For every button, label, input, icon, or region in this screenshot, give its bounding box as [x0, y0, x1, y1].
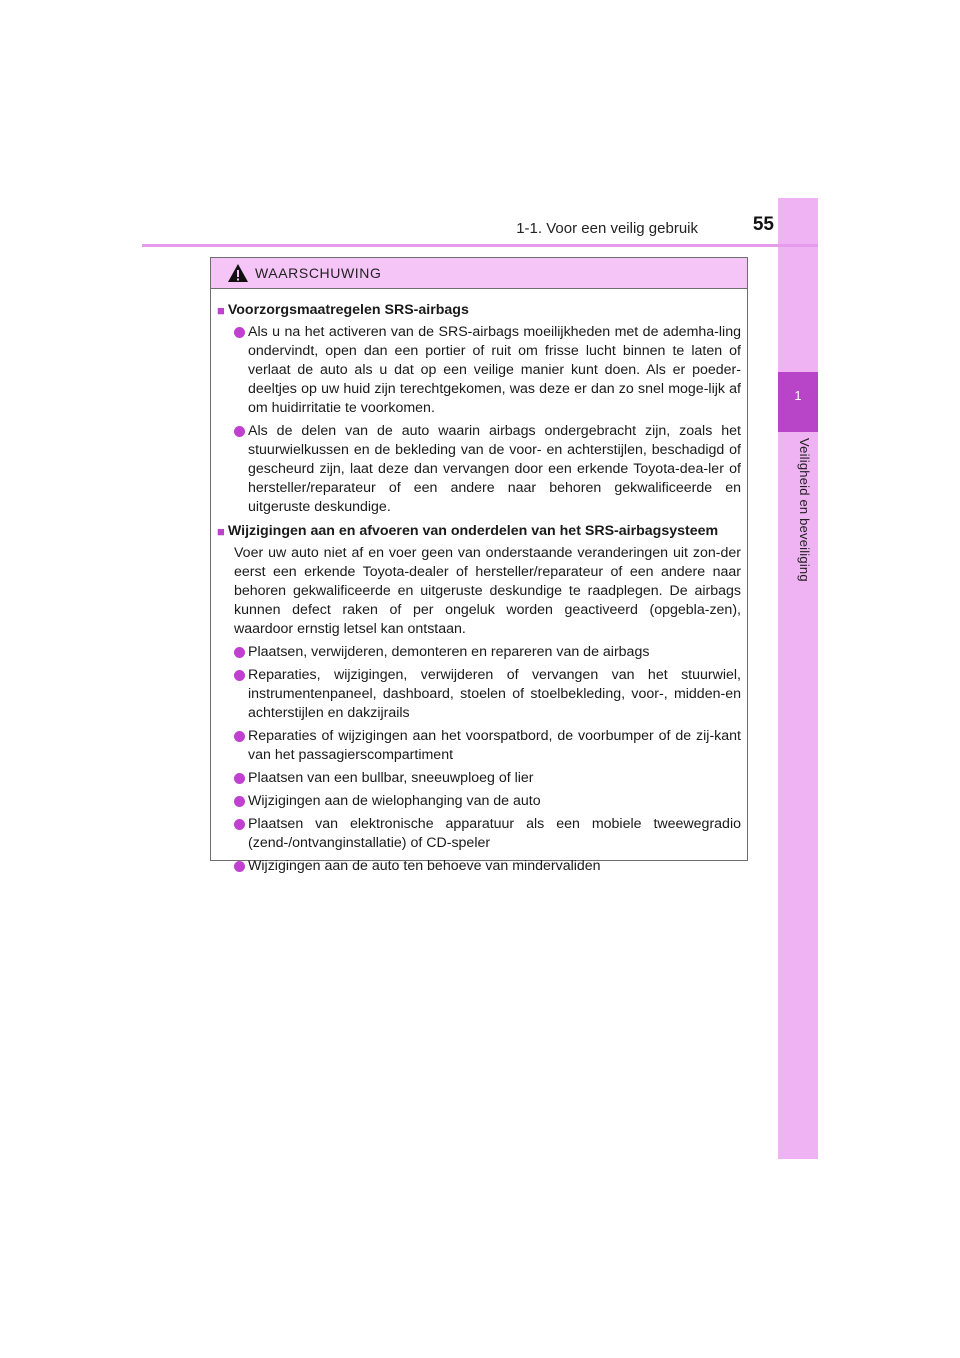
warning-header — [211, 258, 747, 289]
bullet-dot-icon — [234, 731, 245, 742]
list-item — [217, 792, 741, 811]
list-item-text: Als de delen van de auto waarin airbags ondergebracht zijn, zoals het stuurwielkussen en de bekleding van de voor- en achterstijlen, beschadigd of gescheurd zijn, laat deze dan vervangen door een erkende Toyota-dea-ler of hersteller/reparateur of een andere naar behoren gekwalificeerde en uitgeruste deskundige. — [248, 423, 741, 515]
list-item-text: Wijzigingen aan de wielophanging van de auto — [248, 793, 541, 809]
list-item — [217, 666, 741, 723]
warning-body — [211, 289, 747, 876]
square-bullet-icon: ■ — [217, 524, 225, 539]
warning-triangle-icon — [227, 263, 249, 283]
list-item — [217, 323, 741, 418]
bullet-dot-icon — [234, 773, 245, 784]
bullet-dot-icon — [234, 647, 245, 658]
bullet-dot-icon — [234, 796, 245, 807]
chapter-label: Veiligheid en beveiliging — [797, 438, 812, 582]
section-heading-text: Wijzigingen aan en afvoeren van onderdelen van het SRS-airbagsysteem — [227, 523, 719, 539]
list-item-text: Plaatsen van een bullbar, sneeuwploeg of lier — [248, 770, 534, 786]
bullet-dot-icon — [234, 819, 245, 830]
list-item — [217, 727, 741, 765]
header-rule — [142, 244, 818, 247]
square-bullet-icon: ■ — [217, 303, 225, 318]
list-item-text: Wijzigingen aan de auto ten behoeve van mindervaliden — [248, 858, 601, 874]
page-number: 55 — [752, 214, 774, 235]
list-item-text: Reparaties, wijzigingen, verwijderen of vervangen van het stuurwiel, instrumentenpaneel, dashboard, stoelen of stoelbekleding, voor-, midden-en achterstijlen en dakzijrails — [248, 667, 741, 721]
bullet-dot-icon — [234, 327, 245, 338]
list-item — [217, 769, 741, 788]
bullet-dot-icon — [234, 426, 245, 437]
list-item — [217, 815, 741, 853]
section-title: 1-1. Voor een veilig gebruik — [516, 220, 698, 237]
list-item — [217, 857, 741, 876]
section-heading-text: Voorzorgsmaatregelen SRS-airbags — [227, 302, 469, 318]
chapter-number: 1 — [794, 388, 802, 403]
bullet-dot-icon — [234, 670, 245, 681]
list-item-text: Als u na het activeren van de SRS-airbags moeilijkheden met de ademha-ling ondervindt, open dan een portier of ruit om frisse lucht binnen te laten of verlaat de auto als u dat op een veilige manier kunt doen. Als er poeder-deeltjes op uw huid zijn terechtgekomen, was deze er dan zo snel moge-lijk af om huidirritatie te voorkomen. — [248, 324, 741, 416]
list-item-text: Reparaties of wijzigingen aan het voorspatbord, de voorbumper of de zij-kant van het passagierscompartiment — [248, 728, 741, 763]
bullet-dot-icon — [234, 861, 245, 872]
list-item-text: Plaatsen, verwijderen, demonteren en repareren van de airbags — [248, 644, 650, 660]
section-paragraph: Voer uw auto niet af en voer geen van onderstaande veranderingen uit zon-der eerst een erkende Toyota-dealer of hersteller/reparateur of een andere naar behoren gekwalificeerde en uitgeruste deskundige te raadplegen. De airbags kunnen defect raken of per ongeluk worden geactiveerd (opgebla-zen), waardoor ernstig letsel kan ontstaan. — [234, 545, 741, 637]
warning-title: WAARSCHUWING — [255, 265, 382, 281]
section-heading — [217, 522, 741, 541]
list-item — [217, 643, 741, 662]
warning-box — [210, 257, 748, 874]
list-item-text: Plaatsen van elektronische apparatuur als een mobiele tweewegradio (zend-/ontvanginstallatie) of CD-speler — [248, 816, 741, 851]
list-item — [217, 422, 741, 517]
section-heading — [217, 301, 741, 320]
